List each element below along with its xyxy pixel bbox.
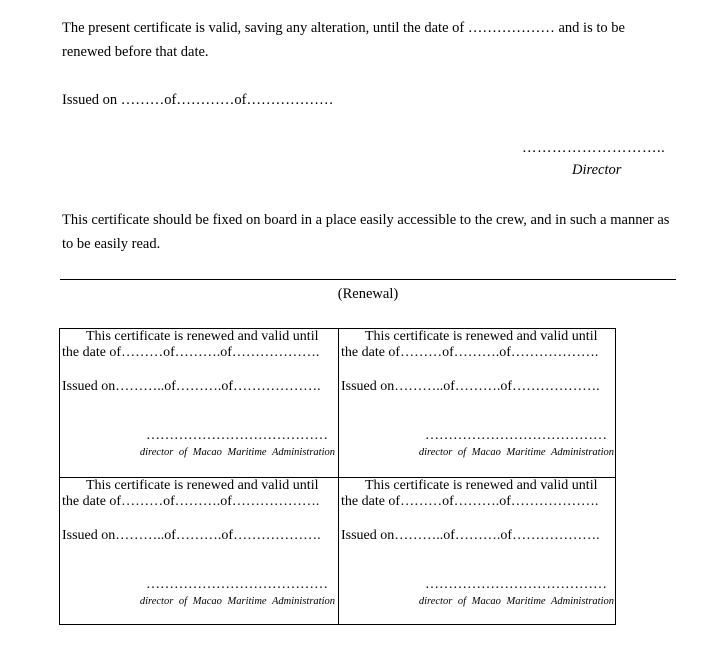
renewal-signature-dots: ………………………………… [425,428,607,443]
renewal-signatory: director of Macao Maritime Administration [139,596,335,607]
renewal-table [59,328,616,625]
renewal-box [60,329,336,477]
director-label: Director [572,162,622,178]
validity-paragraph: The present certificate is valid, saving any alteration, until the date of ……………… and is to be renewed before that date. [62,20,625,60]
horizontal-rule [60,279,676,280]
renewal-box [339,478,615,626]
renewal-date-line: the date of………of……….of………………. [341,345,599,360]
renewal-signature-dots: ………………………………… [425,577,607,592]
issued-line: Issued on ………of…………of……………… [62,92,334,108]
renewal-signatory: director of Macao Maritime Administration [418,596,614,607]
renewal-statement: This certificate is renewed and valid until [86,329,319,344]
renewal-date-line: the date of………of……….of………………. [62,494,320,509]
renewal-signature-dots: ………………………………… [146,577,328,592]
renewal-statement: This certificate is renewed and valid until [365,329,598,344]
renewal-issued-line: Issued on………..of……….of………………. [341,528,600,543]
renewal-issued-line: Issued on………..of……….of………………. [62,528,321,543]
renewal-issued-line: Issued on………..of……….of………………. [62,379,321,394]
fixing-paragraph: This certificate should be fixed on board in a place easily accessible to the crew, and in such a manner as to be easily read. [62,212,670,252]
renewal-signatory: director of Macao Maritime Administration [418,447,614,458]
renewal-date-line: the date of………of……….of………………. [341,494,599,509]
renewal-box [60,478,336,626]
renewal-heading: (Renewal) [337,286,399,302]
renewal-date-line: the date of………of……….of………………. [62,345,320,360]
renewal-box [339,329,615,477]
renewal-signature-dots: ………………………………… [146,428,328,443]
renewal-issued-line: Issued on………..of……….of………………. [341,379,600,394]
renewal-statement: This certificate is renewed and valid until [86,478,319,493]
signature-dots: ……………………….. [522,140,666,156]
renewal-statement: This certificate is renewed and valid until [365,478,598,493]
renewal-signatory: director of Macao Maritime Administration [139,447,335,458]
